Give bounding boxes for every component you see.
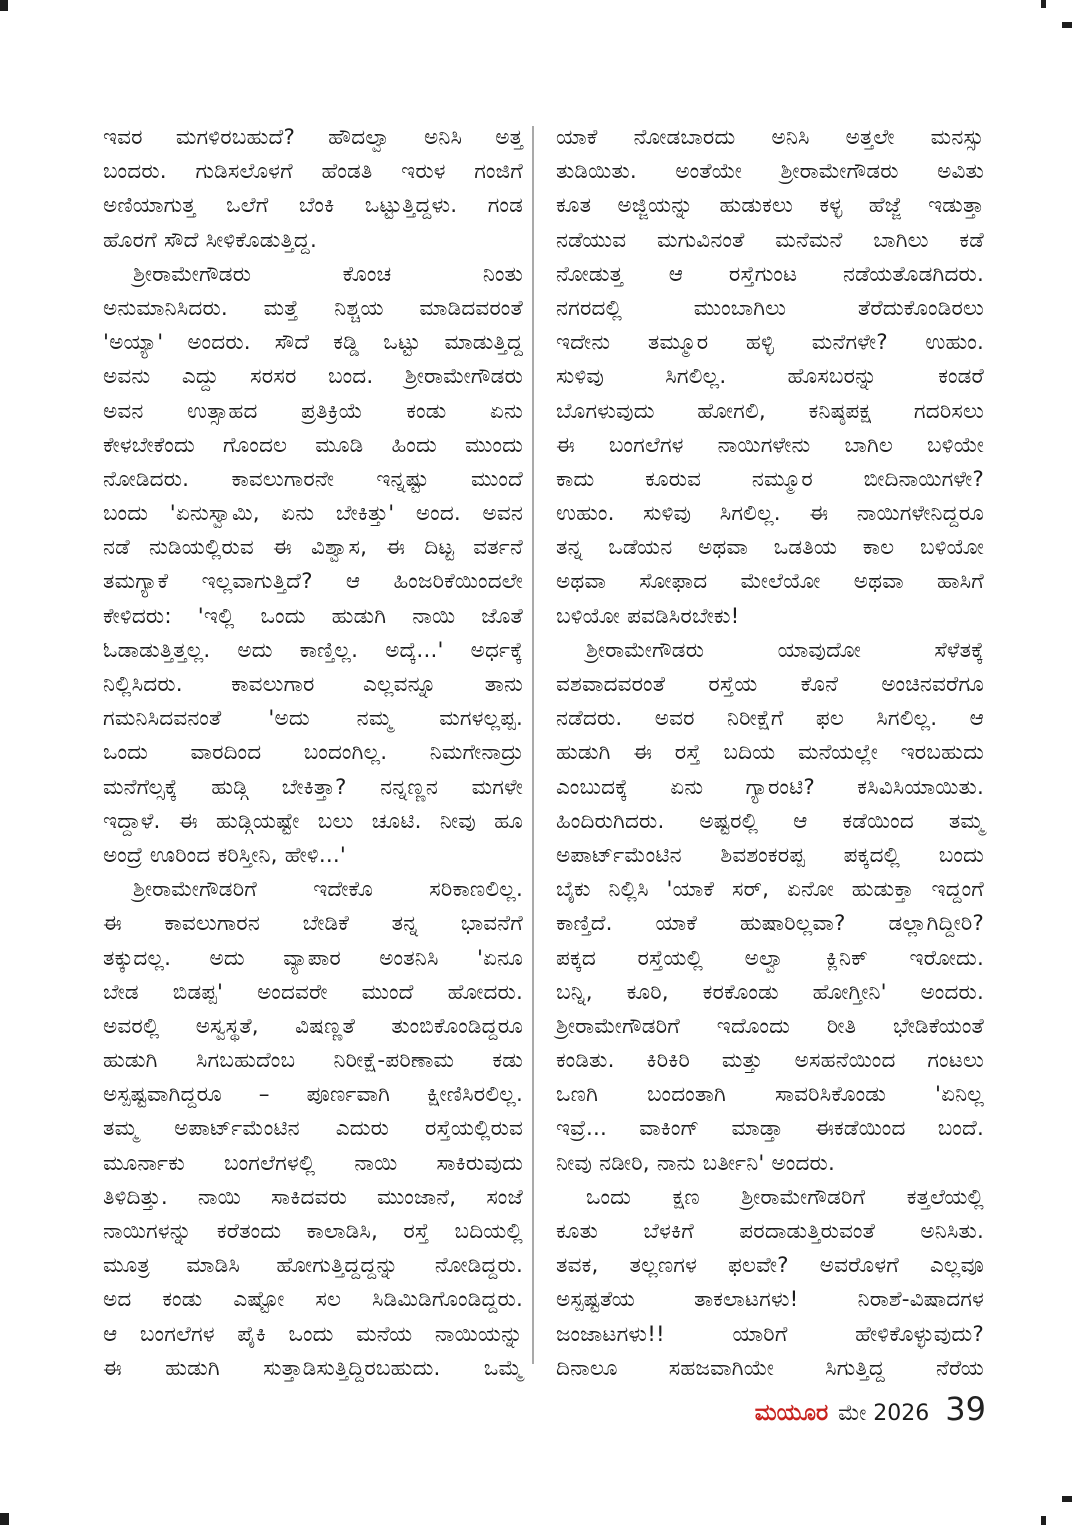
text-line: ತವಕ, ತಲ್ಲಣಗಳ ಫಲವೇ? ಅವರೊಳಗೆ ಎಲ್ಲವೂ [556,1253,984,1279]
text-line: ದಿನಾಲೂ ಸಹಜವಾಗಿಯೇ ಸಿಗುತ್ತಿದ್ದ ನೆರೆಯ [556,1355,984,1381]
right-text-column [556,121,984,1386]
magazine-title: ಮಯೂರ [754,1400,829,1426]
text-line: ಒಣಗಿ ಬಂದಂತಾಗಿ ಸಾವರಿಸಿಕೊಂಡು 'ಏನಿಲ್ಲ [556,1082,984,1108]
text-line: ತಿಳಿದಿತ್ತು. ನಾಯಿ ಸಾಕಿದವರು ಮುಂಜಾನೆ, ಸಂಜೆ [103,1184,523,1210]
text-line: ಹಿಂದಿರುಗಿದರು. ಅಷ್ಟರಲ್ಲಿ ಆ ಕಡೆಯಿಂದ ತಮ್ಮ [556,808,984,834]
text-line: ಕಾಣ್ತಿದೆ. ಯಾಕೆ ಹುಷಾರಿಲ್ಲವಾ? ಡಲ್ಲಾಗಿದ್ದೀರಿ? [556,911,984,937]
text-line: ಈ ಬಂಗಲೆಗಳ ನಾಯಿಗಳೇನು ಬಾಗಿಲ ಬಳಿಯೇ [556,432,984,458]
text-line: ಅವನು ಎದ್ದು ಸರಸರ ಬಂದ. ಶ್ರೀರಾಮೇಗೌಡರು [103,364,523,390]
text-line: ಮೂತ್ರ ಮಾಡಿಸಿ ಹೋಗುತ್ತಿದ್ದದ್ದನ್ನು ನೋಡಿದ್ದರು. [103,1253,523,1279]
text-line: ಬೇಡ ಬಿಡಪ್ಪ' ಅಂದವರೇ ಮುಂದೆ ಹೋದರು. [103,979,523,1005]
text-line: ಇದ್ದಾಳೆ. ಈ ಹುಡ್ಗಿಯಷ್ಟೇ ಬಲು ಚೂಟಿ. ನೀವು ಹೂ [103,808,523,834]
paragraph [103,873,523,1386]
text-line: ಬೊಗಳುವುದು ಹೋಗಲಿ, ಕನಿಷ್ಠಪಕ್ಷ ಗದರಿಸಲು [556,398,984,424]
text-line: ಶ್ರೀರಾಮೇಗೌಡರಿಗೆ ಇದೇಕೊ ಸರಿಕಾಣಲಿಲ್ಲ. [133,877,523,903]
text-line: ಆ ಬಂಗಲೆಗಳ ಪೈಕಿ ಒಂದು ಮನೆಯ ನಾಯಿಯನ್ನು [103,1321,523,1347]
text-line: ನಾಯಿಗಳನ್ನು ಕರೆತಂದು ಕಾಲಾಡಿಸಿ, ರಸ್ತೆ ಬದಿಯಲ್ಲಿ [103,1219,523,1244]
text-line: ಕೂತು ಬೆಳಕಿಗೆ ಪರದಾಡುತ್ತಿರುವಂತೆ ಅನಿಸಿತು. [556,1219,984,1244]
text-line: ಅದ ಕಂಡು ಎಷ್ಟೋ ಸಲ ಸಿಡಿಮಿಡಿಗೊಂಡಿದ್ದರು. [103,1287,523,1313]
scan-mark-top-right-dash [1062,22,1072,28]
scan-mark-top-left [0,0,8,11]
paragraph [103,258,523,873]
text-line: ಅಂದ್ರೆ ಊರಿಂದ ಕರಿಸ್ತೀನಿ, ಹೇಳಿ...' [103,842,347,868]
text-line: ಕೂತ ಅಜ್ಜಿಯನ್ನು ಹುಡುಕಲು ಕಳ್ಳ ಹೆಜ್ಜೆ ಇಡುತ್ತಾ [556,193,984,219]
text-line: ನಿಲ್ಲಿಸಿದರು. ಕಾವಲುಗಾರ ಎಲ್ಲವನ್ನೂ ತಾನು [103,672,523,697]
scan-mark-top-right-tick [1041,0,1046,8]
issue-date: ಮೇ 2026 [838,1401,930,1426]
text-line: ಮನೆಗೆಲ್ಸಕ್ಕೆ ಹುಡ್ಗಿ ಬೇಕಿತ್ತಾ? ನನ್ನಣ್ಣನ ಮಗಳೇ [103,774,523,800]
text-line: ಅಪಾರ್ಟ್‌ಮೆಂಟಿನ ಶಿವಶಂಕರಪ್ಪ ಪಕ್ಕದಲ್ಲಿ ಬಂದು [556,842,984,868]
text-line: ಇದೇನು ತಮ್ಮೂರ ಹಳ್ಳಿ ಮನೆಗಳೇ? ಉಹುಂ. [556,330,984,356]
scan-mark-bottom-right-dash [1062,1496,1072,1502]
text-line: ನೋಡಿದರು. ಕಾವಲುಗಾರನೇ ಇನ್ನಷ್ಟು ಮುಂದೆ [103,466,523,492]
text-line: ತಮಗ್ಯಾಕೆ ಇಲ್ಲವಾಗುತ್ತಿದೆ? ಆ ಹಿಂಜರಿಕೆಯಿಂದಲೇ [103,569,523,595]
text-line: ಜಂಜಾಟಗಳು!! ಯಾರಿಗೆ ಹೇಳಿಕೊಳ್ಳುವುದು? [556,1321,984,1347]
text-line: ಈ ಕಾವಲುಗಾರನ ಬೇಡಿಕೆ ತನ್ನ ಭಾವನೆಗೆ [103,911,523,937]
text-line: ಇವರ ಮಗಳಿರಬಹುದೆ? ಹೌದಲ್ವಾ ಅನಿಸಿ ಅತ್ತ [103,125,523,150]
scan-mark-bottom-left [0,1513,9,1525]
text-line: ಅಸ್ಪಷ್ಟತೆಯ ತಾಕಲಾಟಗಳು! ನಿರಾಶೆ-ವಿಷಾದಗಳ [556,1287,984,1313]
text-line: ಶ್ರೀರಾಮೇಗೌಡರು ಕೊಂಚ ನಿಂತು [133,261,523,287]
text-line: ಅಸ್ಪಷ್ಟವಾಗಿದ್ದರೂ – ಪೂರ್ಣವಾಗಿ ಕ್ಷೀಣಿಸಿರಲಿಲ್ಲ. [103,1082,523,1108]
text-line: ಅವನ ಉತ್ಸಾಹದ ಪ್ರತಿಕ್ರಿಯೆ ಕಂಡು ಏನು [103,398,523,424]
paragraph [556,121,984,634]
text-line: ಅಣಿಯಾಗುತ್ತ ಒಲೆಗೆ ಬೆಂಕಿ ಒಟ್ಟುತ್ತಿದ್ದಳು. ಗಂಡ [103,193,523,219]
text-line: ಹುಡುಗಿ ಸಿಗಬಹುದೆಂಬ ನಿರೀಕ್ಷೆ-ಪರಿಣಾಮ ಕಡು [103,1048,523,1074]
text-line: ಹುಡುಗಿ ಈ ರಸ್ತೆ ಬದಿಯ ಮನೆಯಲ್ಲೇ ಇರಬಹುದು [556,740,984,766]
text-line: ನೋಡುತ್ತ ಆ ರಸ್ತೆಗುಂಟ ನಡೆಯತೊಡಗಿದರು. [556,261,984,287]
scan-mark-bottom-right-tick [1041,1516,1046,1525]
text-line: ಶ್ರೀರಾಮೇಗೌಡರು ಯಾವುದೋ ಸೆಳೆತಕ್ಕೆ [586,637,984,663]
text-line: ಅನುಮಾನಿಸಿದರು. ಮತ್ತೆ ನಿಶ್ಚಯ ಮಾಡಿದವರಂತೆ [103,295,523,321]
text-line: ಸುಳಿವು ಸಿಗಲಿಲ್ಲ. ಹೊಸಬರನ್ನು ಕಂಡರೆ [556,364,984,390]
text-line: 'ಅಯ್ಯಾ' ಅಂದರು. ಸೌದೆ ಕಡ್ಡಿ ಒಟ್ಟು ಮಾಡುತ್ತಿದ್ದ [103,330,523,356]
text-line: ನಡೆದರು. ಅವರ ನಿರೀಕ್ಷೆಗೆ ಫಲ ಸಿಗಲಿಲ್ಲ. ಆ [556,706,984,732]
text-line: ನಡೆ ನುಡಿಯಲ್ಲಿರುವ ಈ ವಿಶ್ವಾಸ, ಈ ದಿಟ್ಟ ವರ್ತನೆ [103,535,523,561]
text-line: ನಗರದಲ್ಲಿ ಮುಂಬಾಗಿಲು ತೆರೆದುಕೊಂಡಿರಲು [556,295,984,321]
paragraph [556,634,984,1181]
text-line: ಈ ಹುಡುಗಿ ಸುತ್ತಾಡಿಸುತ್ತಿದ್ದಿರಬಹುದು. ಒಮ್ಮೆ [103,1355,523,1381]
text-line: ಎಂಬುದಕ್ಕೆ ಏನು ಗ್ಯಾರಂಟಿ? ಕಸಿವಿಸಿಯಾಯಿತು. [556,774,984,800]
text-line: ನಡೆಯುವ ಮಗುವಿನಂತೆ ಮನೆಮನೆ ಬಾಗಿಲು ಕಡೆ [556,227,984,253]
text-line: ಗಮನಿಸಿದವನಂತೆ 'ಅದು ನಮ್ಮ ಮಗಳಲ್ಲಪ್ಪ. [103,706,523,732]
text-line: ಮೂರ್ನಾಕು ಬಂಗಲೆಗಳಲ್ಲಿ ನಾಯಿ ಸಾಕಿರುವುದು [103,1150,523,1176]
text-line: ಶ್ರೀರಾಮೇಗೌಡರಿಗೆ ಇದೊಂದು ರೀತಿ ಭೇಡಿಕೆಯಂತೆ [556,1013,984,1039]
text-line: ಇವ್ರೆ... ವಾಕಿಂಗ್ ಮಾಡ್ತಾ ಈಕಡೆಯಿಂದ ಬಂದೆ. [556,1116,984,1142]
left-text-column [103,121,523,1386]
page-number: 39 [945,1390,986,1428]
text-line: ತನ್ನ ಒಡೆಯನ ಅಥವಾ ಒಡತಿಯ ಕಾಲ ಬಳಿಯೋ [556,535,984,561]
text-line: ವಶವಾದವರಂತೆ ರಸ್ತೆಯ ಕೊನೆ ಅಂಚಿನವರೆಗೂ [556,672,984,697]
text-line: ನೀವು ನಡೀರಿ, ನಾನು ಬರ್ತೀನಿ' ಅಂದರು. [556,1150,835,1176]
text-line: ತಮ್ಮ ಅಪಾರ್ಟ್‌ಮೆಂಟಿನ ಎದುರು ರಸ್ತೆಯಲ್ಲಿರುವ [103,1116,523,1142]
text-line: ಅವರಲ್ಲಿ ಅಸ್ವಸ್ಥತೆ, ವಿಷಣ್ಣತೆ ತುಂಬಿಕೊಂಡಿದ್ದರೂ [103,1013,523,1039]
text-line: ಯಾಕೆ ನೋಡಬಾರದು ಅನಿಸಿ ಅತ್ತಲೇ ಮನಸ್ಸು [556,125,984,150]
text-line: ತಕ್ಕುದಲ್ಲ. ಅದು ವ್ಯಾಪಾರ ಅಂತನಿಸಿ 'ಏನೂ [103,945,523,971]
text-line: ಬಂದರು. ಗುಡಿಸಲೊಳಗೆ ಹೆಂಡತಿ ಇರುಳ ಗಂಜಿಗೆ [103,159,523,185]
text-line: ಬಂದು 'ಏನುಸ್ವಾಮಿ, ಏನು ಬೇಕಿತ್ತು' ಅಂದ. ಅವನ [103,501,523,527]
text-line: ಬೈಕು ನಿಲ್ಲಿಸಿ 'ಯಾಕೆ ಸರ್, ಏನೋ ಹುಡುಕ್ತಾ ಇದ್ದಂಗೆ [556,877,984,903]
paragraph [103,121,523,258]
text-line: ಪಕ್ಕದ ರಸ್ತೆಯಲ್ಲಿ ಅಲ್ವಾ ಕ್ಲಿನಿಕ್ ಇರೋದು. [556,945,984,971]
column-divider-line [532,126,534,1364]
text-line: ಬನ್ನಿ, ಕೂರಿ, ಕರಕೊಂಡು ಹೋಗ್ತೀನಿ' ಅಂದರು. [556,979,984,1005]
text-line: ಕಾದು ಕೂರುವ ನಮ್ಮೂರ ಬೀದಿನಾಯಿಗಳೇ? [556,466,984,492]
text-line: ಕೇಳಿದರು: 'ಇಲ್ಲಿ ಒಂದು ಹುಡುಗಿ ನಾಯಿ ಜೊತೆ [103,603,523,629]
text-line: ಒಂದು ವಾರದಿಂದ ಬಂದಂಗಿಲ್ಲ. ನಿಮಗೇನಾದ್ರು [103,740,523,766]
text-line: ತುಡಿಯಿತು. ಅಂತೆಯೇ ಶ್ರೀರಾಮೇಗೌಡರು ಅವಿತು [556,159,984,185]
text-line: ಹೊರಗೆ ಸೌದೆ ಸೀಳಿಕೊಡುತ್ತಿದ್ದ. [103,227,317,253]
text-line: ಅಥವಾ ಸೋಫಾದ ಮೇಲೆಯೋ ಅಥವಾ ಹಾಸಿಗೆ [556,569,984,595]
text-line: ಕೇಳಬೇಕೆಂದು ಗೊಂದಲ ಮೂಡಿ ಹಿಂದು ಮುಂದು [103,432,523,458]
page-footer [556,1390,986,1428]
text-line: ಒಂದು ಕ್ಷಣ ಶ್ರೀರಾಮೇಗೌಡರಿಗೆ ಕತ್ತಲೆಯಲ್ಲಿ [586,1184,984,1210]
text-line: ಕಂಡಿತು. ಕಿರಿಕಿರಿ ಮತ್ತು ಅಸಹನೆಯಿಂದ ಗಂಟಲು [556,1048,984,1074]
paragraph [556,1181,984,1386]
text-line: ಬಳಿಯೋ ಪವಡಿಸಿರಬೇಕು! [556,603,740,629]
text-line: ಓಡಾಡುತ್ತಿತ್ತಲ್ಲ. ಅದು ಕಾಣ್ತಿಲ್ಲ. ಅದ್ಕೆ...' ಅರ್ಧಕ್ಕೆ [103,637,523,663]
text-line: ಉಹುಂ. ಸುಳಿವು ಸಿಗಲಿಲ್ಲ. ಈ ನಾಯಿಗಳೇನಿದ್ದರೂ [556,501,984,527]
